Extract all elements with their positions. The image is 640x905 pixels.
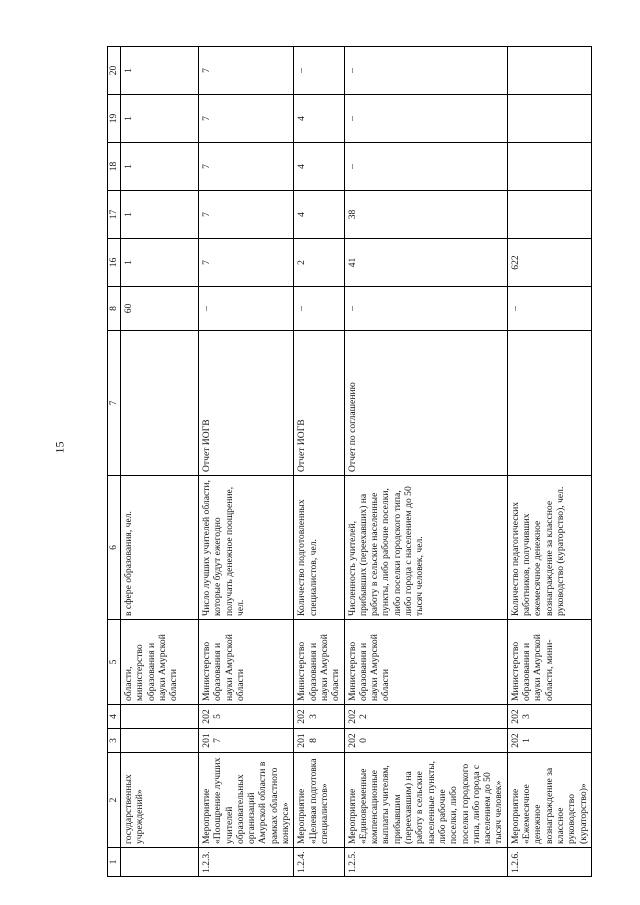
indicator: Количество педагогических работников, получивших ежемесячное денежное вознаграждение за классное руководство (кураторство), чел. (507, 476, 591, 620)
executor: Министерство образования и науки Амурской области (199, 620, 294, 705)
end-year: 2023 (507, 705, 591, 729)
start-year (121, 729, 199, 753)
table-header-row (108, 47, 121, 877)
column-header: 7 (108, 331, 121, 476)
value-col-16: 7 (199, 239, 294, 287)
start-year: 2020 (344, 729, 507, 753)
value-col-8: – (344, 287, 507, 331)
column-header: 6 (108, 476, 121, 620)
column-header: 20 (108, 47, 121, 95)
start-year: 2021 (507, 729, 591, 753)
value-col-19: 4 (294, 95, 344, 143)
source: Отчет ИОГВ (294, 331, 344, 476)
row-number (121, 848, 199, 877)
table-row (344, 47, 507, 877)
value-col-18: 7 (199, 143, 294, 191)
source: Отчет по соглашению (344, 331, 507, 476)
indicator: Число лучших учителей области, которые будут ежегодно получать денежное поощрение, чел. (199, 476, 294, 620)
page-number: 15 (52, 441, 67, 454)
value-col-8: – (294, 287, 344, 331)
value-col-18: – (344, 143, 507, 191)
value-col-19 (507, 95, 591, 143)
column-header: 8 (108, 287, 121, 331)
rotated-page-area (107, 47, 589, 877)
value-col-16: 622 (507, 239, 591, 287)
value-col-16: 41 (344, 239, 507, 287)
start-year: 2017 (199, 729, 294, 753)
row-number: 1.2.3. (199, 848, 294, 877)
value-col-20 (507, 47, 591, 95)
value-col-19: 7 (199, 95, 294, 143)
column-header: 17 (108, 191, 121, 239)
value-col-17: 7 (199, 191, 294, 239)
value-col-18: 1 (121, 143, 199, 191)
value-col-20: 7 (199, 47, 294, 95)
value-col-8: 60 (121, 287, 199, 331)
value-col-8: – (199, 287, 294, 331)
indicator: в сфере образования, чел. (121, 476, 199, 620)
value-col-18 (507, 143, 591, 191)
value-col-16: 1 (121, 239, 199, 287)
row-number: 1.2.5. (344, 848, 507, 877)
value-col-20: – (344, 47, 507, 95)
column-header: 16 (108, 239, 121, 287)
executor: Министерство образования и науки Амурской области (294, 620, 344, 705)
column-header: 5 (108, 620, 121, 705)
column-header: 2 (108, 753, 121, 848)
value-col-19: 1 (121, 95, 199, 143)
executor: Министерство образования и науки Амурской области, мини- (507, 620, 591, 705)
indicator: Количество подготовленных специалистов, чел. (294, 476, 344, 620)
table-row (199, 47, 294, 877)
source: Отчет ИОГВ (199, 331, 294, 476)
table-row (294, 47, 344, 877)
executor: области, министерство образования и науки Амурской области (121, 620, 199, 705)
executor: Министерство образования и науки Амурской области (344, 620, 507, 705)
value-col-17 (507, 191, 591, 239)
row-number: 1.2.4. (294, 848, 344, 877)
value-col-17: 4 (294, 191, 344, 239)
start-year: 2018 (294, 729, 344, 753)
source (121, 331, 199, 476)
table-row (121, 47, 199, 877)
event-name: Мероприятие «Поощрение лучших учителей образовательных организаций Амурской области в рамках областного конкурса» (199, 753, 294, 848)
end-year: 2023 (294, 705, 344, 729)
column-header: 4 (108, 705, 121, 729)
indicators-table (107, 46, 592, 877)
end-year: 2022 (344, 705, 507, 729)
table-row (507, 47, 591, 877)
end-year (121, 705, 199, 729)
value-col-20: – (294, 47, 344, 95)
source (507, 331, 591, 476)
event-name: Мероприятие «Единовременные компенсационные выплаты учителям, прибывшим (переехавшим) на работу в сельские населенные пункты, либо рабочие поселки, либо поселки городского типа, либо города с населением до 50 тысяч человек» (344, 753, 507, 848)
event-name: Мероприятие «Целевая подготовка специалистов» (294, 753, 344, 848)
value-col-8: – (507, 287, 591, 331)
value-col-17: 38 (344, 191, 507, 239)
event-name: Мероприятие «Ежемесячное денежное вознаграждение за классное руководство (кураторство)» (507, 753, 591, 848)
value-col-19: – (344, 95, 507, 143)
value-col-18: 4 (294, 143, 344, 191)
value-col-20: 1 (121, 47, 199, 95)
value-col-16: 2 (294, 239, 344, 287)
column-header: 3 (108, 729, 121, 753)
end-year: 2025 (199, 705, 294, 729)
column-header: 19 (108, 95, 121, 143)
column-header: 1 (108, 848, 121, 877)
event-name: государственных учреждений» (121, 753, 199, 848)
rotated-table-wrapper (107, 47, 589, 877)
row-number: 1.2.6. (507, 848, 591, 877)
value-col-17: 1 (121, 191, 199, 239)
column-header: 18 (108, 143, 121, 191)
indicator: Численность учителей, прибывших (переехавших) на работу в сельские населенные пункты, либо рабочие поселки, либо поселки городского типа, либо города с населением до 50 тысяч человек, чел. (344, 476, 507, 620)
